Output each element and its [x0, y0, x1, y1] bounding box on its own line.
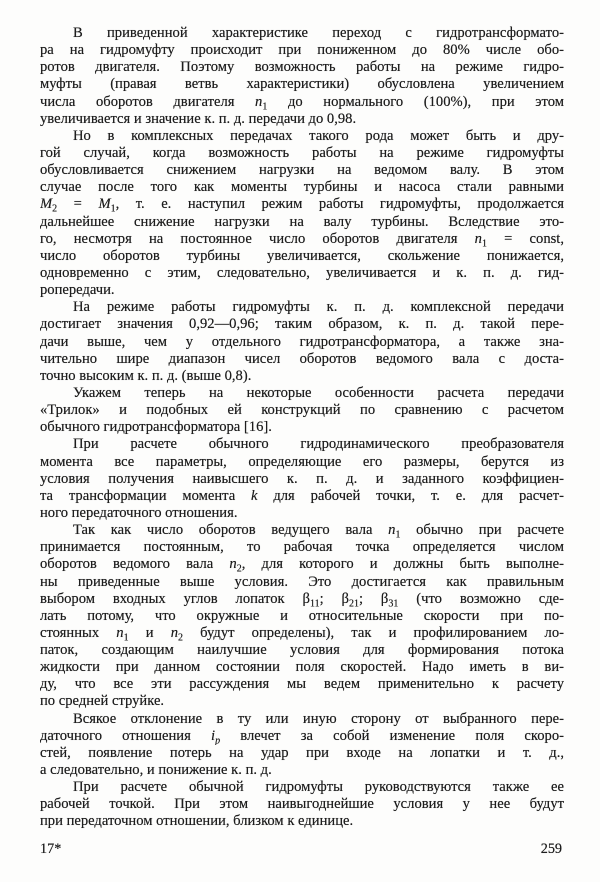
text-segment: и — [128, 624, 171, 641]
text-line: паток, создающим наилучшие условия для формирования потока — [40, 642, 564, 659]
formula-segment: 2 — [236, 563, 242, 574]
formula-segment: 1 — [262, 101, 268, 111]
text-segment: = — [57, 196, 99, 213]
formula-segment: n — [170, 624, 178, 641]
text-segment: го, несмотря на постоянное число оборотов двигателя — [40, 230, 475, 247]
text-segment: до нормального (100%), при этом — [267, 93, 564, 110]
formula-segment: 2 — [178, 632, 183, 643]
formula-segment: M — [98, 196, 111, 213]
text-line: На режиме работы гидромуфты к. п. д. комплексной передачи — [73, 299, 564, 316]
text-segment: (что возможно сде- — [398, 590, 564, 607]
text-segment: ; β — [319, 590, 349, 607]
formula-segment: 1 — [110, 203, 116, 214]
text-line — [40, 196, 564, 213]
text-line: точно высоким к. п. д. (выше 0,8). — [40, 367, 252, 384]
formula-segment: 31 — [388, 598, 399, 608]
text-line: а следовательно, и понижение к. п. д. — [40, 762, 272, 779]
text-line — [40, 591, 564, 608]
text-segment: выбором входных углов лопаток β — [40, 590, 310, 607]
text-line: условия получения наивысшего к. п. д. и заданного коэффициен- — [40, 470, 564, 487]
text-line: ропередачи. — [40, 282, 115, 299]
text-line: лать потому, что окружные и относительные скорости при по- — [40, 607, 564, 624]
text-line: Но в комплексных передачах такого рода может быть и дру- — [73, 127, 564, 144]
text-line: В приведенной характеристике переход с гидротрансформато- — [73, 25, 564, 41]
text-line: ра на гидромуфту происходит при пониженном до 80% числе обо- — [40, 42, 564, 59]
text-line: достигает значения 0,92—0,96; таким образом, к. п. д. такой пере- — [40, 316, 564, 333]
text-line: ду, что все эти рассуждения мы ведем применительно к расчету — [40, 676, 564, 693]
formula-segment: n — [255, 93, 263, 110]
text-line: при передаточном отношении, близком к единице. — [40, 813, 354, 830]
text-line: «Трилок» и подобных ей конструкций по сравнению с расчетом — [40, 402, 564, 419]
text-line: жидкости при данном состоянии поля скоростей. Надо иметь в ви- — [40, 659, 564, 676]
text-line: увеличивается и значение к. п. д. передачи до 0,98. — [40, 110, 357, 127]
text-line: муфты (правая ветвь характеристики) обусловлена увеличением — [40, 76, 564, 93]
text-segment: стоянных — [40, 624, 117, 641]
paragraph — [40, 779, 564, 830]
formula-segment: 1 — [123, 632, 129, 643]
text-line: стей, появление потерь на удар при входе на лопатки и т. д., — [40, 744, 564, 761]
formula-segment: n — [229, 556, 237, 573]
text-segment: , т. е. наступил режим работы гидромуфты, продолжается — [115, 196, 564, 213]
formula-segment: n — [388, 522, 396, 539]
formula-segment: 1 — [481, 238, 487, 248]
text-line: ротов двигателя. Поэтому возможность работы на режиме гидро- — [40, 59, 564, 76]
paragraph — [40, 25, 564, 128]
text-line: Всякое отклонение в ту или иную сторону от выбранного пере- — [73, 710, 564, 727]
text-line: ны приведенные выше условия. Это достигается как правильным — [40, 573, 564, 590]
text-segment: числа оборотов двигателя — [40, 93, 256, 110]
text-segment: = const, — [486, 230, 564, 247]
text-block — [40, 25, 564, 831]
text-line — [40, 728, 564, 745]
paragraph — [40, 299, 564, 385]
text-line: гой случай, когда возможность работы на режиме гидромуфты — [40, 144, 564, 161]
formula-segment: 1 — [395, 529, 401, 540]
text-segment: Так как число оборотов ведущего вала — [73, 522, 389, 539]
text-segment: для рабочей точки, т. е. для расчет- — [257, 487, 564, 504]
page-number: 259 — [540, 841, 562, 857]
text-line — [40, 522, 564, 539]
text-segment: та трансформации момента — [40, 487, 252, 504]
text-line: одновременно с этим, следовательно, увеличивается и к. п. д. гид- — [40, 264, 564, 281]
text-line: дачи выше, чем у отдельного гидротрансформатора, а также зна- — [40, 333, 564, 350]
text-line: рабочей точкой. При этом наивыгоднейшие условия у нее будут — [40, 796, 564, 813]
text-segment: ; β — [358, 590, 389, 607]
formula-segment: 2 — [52, 203, 58, 214]
text-segment: будут определены), так и профилированием ло- — [183, 624, 564, 641]
paragraph — [40, 711, 564, 780]
paragraph — [40, 385, 564, 436]
text-line: обычного гидротрансформатора [16]. — [40, 419, 272, 436]
formula-segment: 21 — [348, 598, 359, 608]
signature-mark: 17* — [40, 841, 62, 857]
text-segment: обычно при расчете — [400, 522, 564, 539]
text-line — [40, 625, 564, 642]
text-segment: , для которого и должны быть выполне- — [241, 556, 564, 573]
text-segment: оборотов ведомого вала — [40, 556, 230, 573]
paragraph — [40, 128, 564, 299]
formula-segment: i — [211, 727, 216, 744]
text-line: Укажем теперь на некоторые особенности расчета передачи — [73, 384, 564, 401]
formula-segment: 11 — [309, 598, 320, 608]
formula-segment: M — [40, 196, 53, 213]
text-line — [40, 556, 564, 573]
text-line — [40, 94, 564, 111]
text-line: принимается постоянным, то рабочая точка определяется числом — [40, 539, 564, 556]
formula-segment: n — [474, 230, 482, 247]
paragraph — [40, 522, 564, 711]
text-line — [40, 488, 564, 505]
text-line: по средней струйке. — [40, 693, 165, 710]
text-segment: влечет за собой изменение поля скоро- — [220, 727, 564, 744]
text-line: обусловливается снижением нагрузки на ведомом валу. В этом — [40, 162, 564, 179]
formula-segment: р — [215, 735, 221, 745]
text-line: При расчете обычного гидродинамического преобразователя — [73, 436, 564, 453]
text-line: чительно шире диапазон чисел оборотов ведомого вала с доста- — [40, 350, 564, 367]
paragraph — [40, 436, 564, 522]
formula-segment: n — [116, 624, 124, 641]
text-line: случае после того как моменты турбины и насоса стали равными — [40, 179, 564, 196]
text-line: дальнейшее снижение нагрузки на валу турбины. Вследствие это- — [40, 213, 564, 230]
text-line: При расчете обычной гидромуфты руководствуются также ее — [73, 779, 564, 796]
text-line: ного передаточного отношения. — [40, 504, 238, 521]
text-line: число оборотов турбины увеличивается, скольжение понижается, — [40, 247, 564, 264]
footer — [40, 841, 562, 858]
text-line: момента все параметры, определяющие его размеры, берутся из — [40, 453, 564, 470]
text-line — [40, 231, 564, 248]
text-segment: даточного отношения — [40, 727, 212, 744]
formula-segment: k — [251, 487, 258, 504]
